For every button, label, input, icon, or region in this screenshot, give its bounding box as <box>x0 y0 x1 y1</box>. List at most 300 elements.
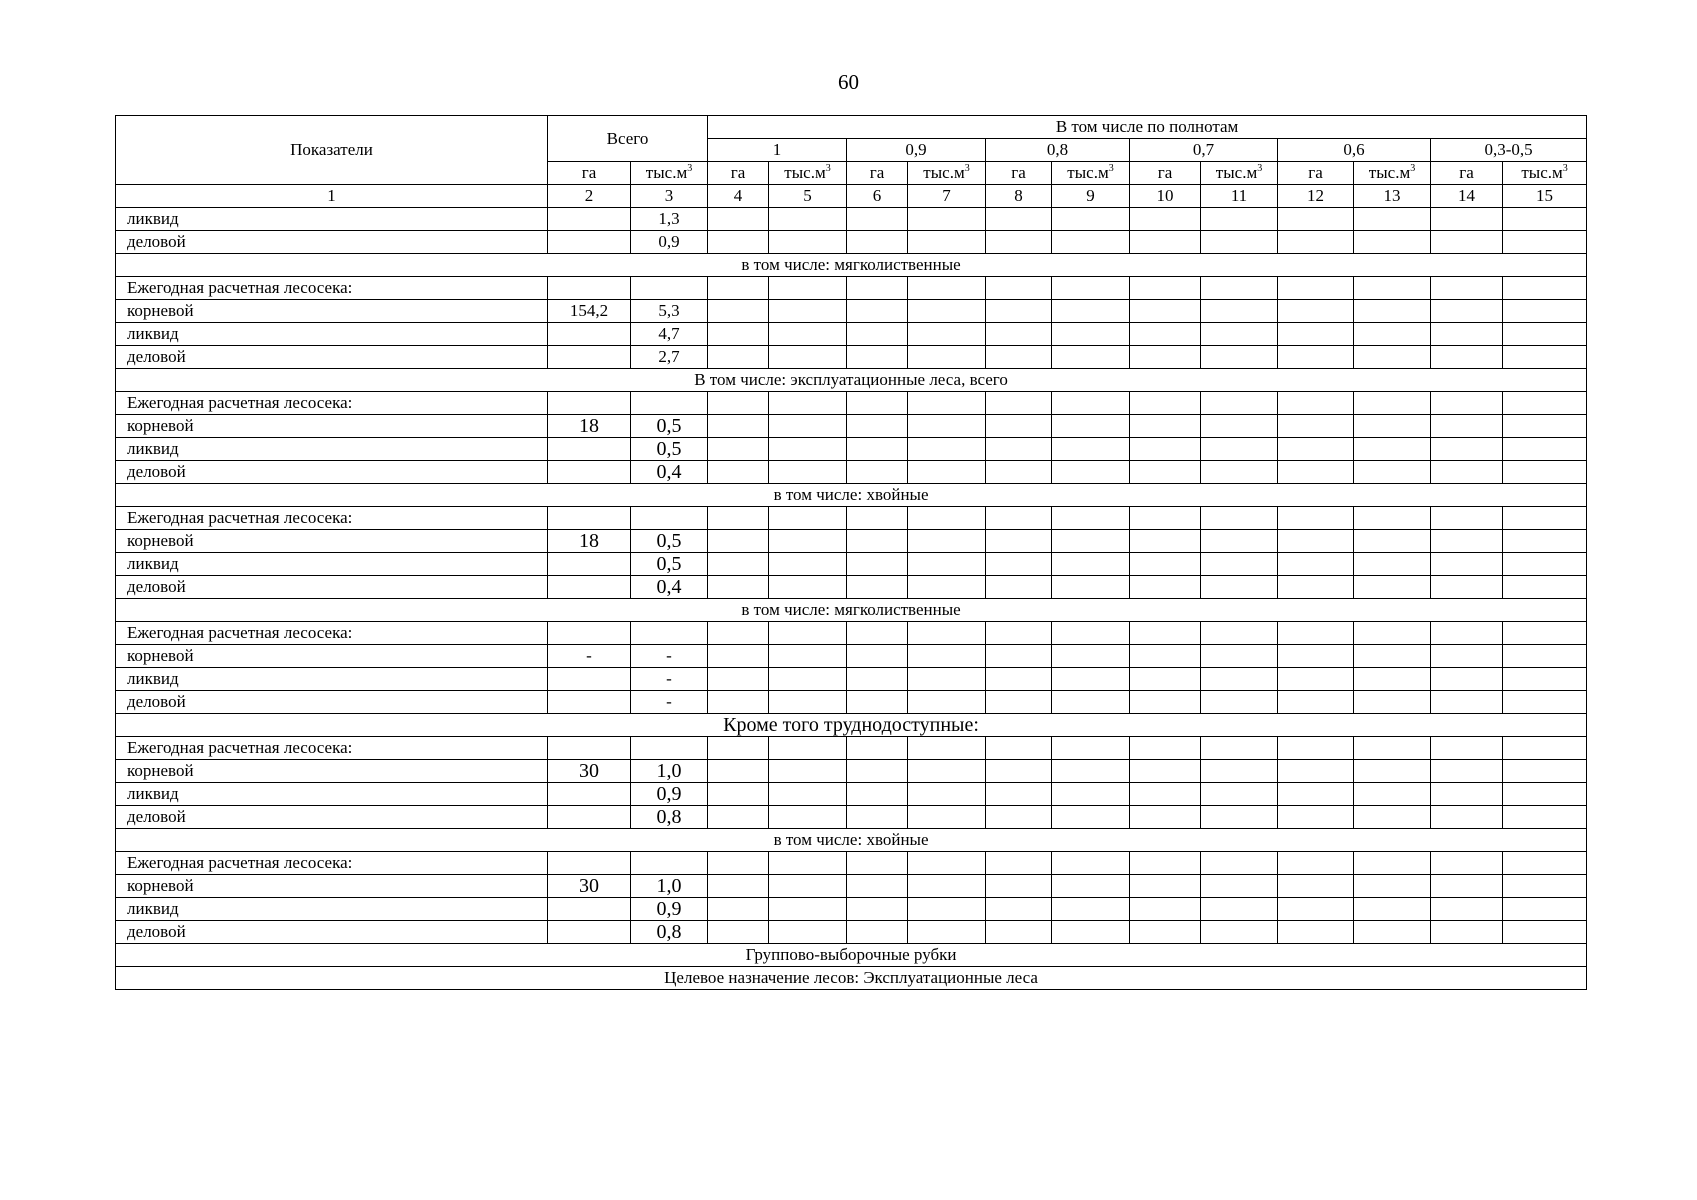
empty-cell <box>1201 415 1278 438</box>
empty-cell <box>1130 852 1201 875</box>
empty-cell <box>908 300 986 323</box>
empty-cell <box>1201 346 1278 369</box>
total-volume-cell: - <box>631 668 708 691</box>
empty-cell <box>1052 392 1130 415</box>
table-row <box>116 576 1587 599</box>
unit-volume-base: тыс.м <box>784 163 826 182</box>
empty-cell <box>908 921 986 944</box>
empty-cell <box>986 346 1052 369</box>
header-column-numbers <box>116 185 1587 208</box>
empty-cell <box>908 783 986 806</box>
row-label: деловой <box>116 921 548 944</box>
empty-cell <box>986 691 1052 714</box>
empty-cell <box>908 852 986 875</box>
empty-cell <box>1278 415 1354 438</box>
empty-cell <box>708 231 769 254</box>
empty-cell <box>1201 783 1278 806</box>
empty-cell <box>1130 507 1201 530</box>
empty-cell <box>1431 300 1503 323</box>
empty-cell <box>1278 737 1354 760</box>
row-label: ликвид <box>116 208 548 231</box>
empty-cell <box>908 576 986 599</box>
empty-cell <box>986 530 1052 553</box>
total-ha-cell <box>548 507 631 530</box>
table-row <box>116 530 1587 553</box>
empty-cell <box>908 760 986 783</box>
total-volume-cell: 4,7 <box>631 323 708 346</box>
empty-cell <box>1503 208 1587 231</box>
table-row <box>116 392 1587 415</box>
row-label: Ежегодная расчетная лесосека: <box>116 392 548 415</box>
empty-cell <box>986 875 1052 898</box>
empty-cell <box>1201 392 1278 415</box>
empty-cell <box>769 760 847 783</box>
total-ha-cell <box>548 921 631 944</box>
empty-cell <box>908 553 986 576</box>
header-column-number: 14 <box>1431 185 1503 208</box>
empty-cell <box>908 668 986 691</box>
empty-cell <box>1052 668 1130 691</box>
empty-cell <box>1052 783 1130 806</box>
table-row <box>116 507 1587 530</box>
empty-cell <box>1278 622 1354 645</box>
empty-cell <box>1354 783 1431 806</box>
header-row-1 <box>116 116 1587 139</box>
empty-cell <box>708 392 769 415</box>
empty-cell <box>1052 346 1130 369</box>
empty-cell <box>1052 208 1130 231</box>
empty-cell <box>1431 668 1503 691</box>
total-ha-cell <box>548 737 631 760</box>
empty-cell <box>1431 898 1503 921</box>
total-volume-cell: 0,9 <box>631 898 708 921</box>
empty-cell <box>1130 530 1201 553</box>
empty-cell <box>708 277 769 300</box>
empty-cell <box>1431 783 1503 806</box>
total-ha-cell: 30 <box>548 875 631 898</box>
empty-cell <box>769 852 847 875</box>
header-by-density: В том числе по полнотам <box>708 116 1587 139</box>
row-label: корневой <box>116 415 548 438</box>
empty-cell <box>769 576 847 599</box>
empty-cell <box>1503 438 1587 461</box>
total-ha-cell: 30 <box>548 760 631 783</box>
row-label: корневой <box>116 760 548 783</box>
empty-cell <box>1354 645 1431 668</box>
empty-cell <box>1130 806 1201 829</box>
empty-cell <box>986 622 1052 645</box>
empty-cell <box>986 438 1052 461</box>
empty-cell <box>769 461 847 484</box>
empty-cell <box>769 438 847 461</box>
empty-cell <box>1431 438 1503 461</box>
empty-cell <box>1130 668 1201 691</box>
empty-cell <box>769 783 847 806</box>
row-label: Ежегодная расчетная лесосека: <box>116 507 548 530</box>
header-unit-volume <box>1354 162 1431 185</box>
empty-cell <box>1431 530 1503 553</box>
empty-cell <box>847 737 908 760</box>
empty-cell <box>1130 875 1201 898</box>
section-title: в том числе: мягколиственные <box>116 599 1587 622</box>
empty-cell <box>1431 691 1503 714</box>
empty-cell <box>1354 875 1431 898</box>
total-ha-cell <box>548 691 631 714</box>
total-volume-cell: 0,8 <box>631 921 708 944</box>
empty-cell <box>986 507 1052 530</box>
total-ha-cell: 18 <box>548 415 631 438</box>
empty-cell <box>769 668 847 691</box>
row-label: корневой <box>116 875 548 898</box>
total-volume-cell: 0,9 <box>631 783 708 806</box>
empty-cell <box>769 415 847 438</box>
header-unit-volume <box>769 162 847 185</box>
empty-cell <box>986 852 1052 875</box>
empty-cell <box>847 921 908 944</box>
empty-cell <box>1278 576 1354 599</box>
section-row <box>116 484 1587 507</box>
empty-cell <box>708 622 769 645</box>
empty-cell <box>1354 461 1431 484</box>
empty-cell <box>1278 553 1354 576</box>
header-density-group: 0,9 <box>847 139 986 162</box>
header-total: Всего <box>548 116 708 162</box>
empty-cell <box>1503 645 1587 668</box>
empty-cell <box>1503 507 1587 530</box>
empty-cell <box>1052 277 1130 300</box>
empty-cell <box>1431 921 1503 944</box>
header-unit-ha: га <box>1130 162 1201 185</box>
empty-cell <box>708 783 769 806</box>
empty-cell <box>847 208 908 231</box>
empty-cell <box>986 323 1052 346</box>
empty-cell <box>1052 415 1130 438</box>
total-volume-cell <box>631 737 708 760</box>
table-row <box>116 783 1587 806</box>
empty-cell <box>1278 461 1354 484</box>
empty-cell <box>1431 852 1503 875</box>
empty-cell <box>1503 875 1587 898</box>
total-ha-cell <box>548 208 631 231</box>
total-volume-cell: 0,9 <box>631 231 708 254</box>
empty-cell <box>908 461 986 484</box>
row-label: деловой <box>116 576 548 599</box>
empty-cell <box>769 300 847 323</box>
empty-cell <box>708 691 769 714</box>
empty-cell <box>1431 576 1503 599</box>
empty-cell <box>1052 691 1130 714</box>
empty-cell <box>1503 760 1587 783</box>
empty-cell <box>1431 760 1503 783</box>
empty-cell <box>1354 530 1431 553</box>
total-ha-cell <box>548 806 631 829</box>
empty-cell <box>847 392 908 415</box>
empty-cell <box>1354 760 1431 783</box>
empty-cell <box>769 737 847 760</box>
empty-cell <box>1354 415 1431 438</box>
empty-cell <box>1354 277 1431 300</box>
section-row <box>116 714 1587 737</box>
table-body <box>116 208 1587 990</box>
empty-cell <box>1354 231 1431 254</box>
total-ha-cell: 18 <box>548 530 631 553</box>
header-column-number: 8 <box>986 185 1052 208</box>
empty-cell <box>908 346 986 369</box>
unit-volume-base: тыс.м <box>1368 163 1411 182</box>
empty-cell <box>769 277 847 300</box>
empty-cell <box>1278 645 1354 668</box>
table-header <box>116 116 1587 208</box>
header-unit-volume <box>1201 162 1278 185</box>
empty-cell <box>1052 622 1130 645</box>
empty-cell <box>1052 645 1130 668</box>
total-volume-cell: 1,3 <box>631 208 708 231</box>
empty-cell <box>769 507 847 530</box>
empty-cell <box>847 852 908 875</box>
unit-volume-exponent: 3 <box>964 163 970 174</box>
total-ha-cell <box>548 461 631 484</box>
empty-cell <box>1503 576 1587 599</box>
empty-cell <box>1431 737 1503 760</box>
empty-cell <box>1503 622 1587 645</box>
empty-cell <box>908 323 986 346</box>
unit-volume-base: тыс.м <box>1215 163 1258 182</box>
empty-cell <box>908 622 986 645</box>
empty-cell <box>1052 806 1130 829</box>
empty-cell <box>1354 553 1431 576</box>
empty-cell <box>908 898 986 921</box>
empty-cell <box>986 806 1052 829</box>
empty-cell <box>1431 806 1503 829</box>
empty-cell <box>1201 645 1278 668</box>
empty-cell <box>1130 346 1201 369</box>
empty-cell <box>986 668 1052 691</box>
empty-cell <box>908 438 986 461</box>
empty-cell <box>1201 576 1278 599</box>
empty-cell <box>1201 875 1278 898</box>
empty-cell <box>1431 461 1503 484</box>
section-title: в том числе: хвойные <box>116 484 1587 507</box>
table-row <box>116 323 1587 346</box>
empty-cell <box>1052 300 1130 323</box>
row-label: деловой <box>116 461 548 484</box>
empty-cell <box>1130 277 1201 300</box>
total-volume-cell: 0,5 <box>631 530 708 553</box>
empty-cell <box>1201 921 1278 944</box>
empty-cell <box>986 231 1052 254</box>
empty-cell <box>1201 806 1278 829</box>
row-label: ликвид <box>116 783 548 806</box>
empty-cell <box>1130 231 1201 254</box>
row-label: корневой <box>116 530 548 553</box>
row-label: деловой <box>116 346 548 369</box>
empty-cell <box>1354 691 1431 714</box>
empty-cell <box>1052 921 1130 944</box>
section-row <box>116 829 1587 852</box>
total-ha-cell <box>548 277 631 300</box>
total-ha-cell <box>548 576 631 599</box>
header-indicators: Показатели <box>116 116 548 185</box>
empty-cell <box>986 277 1052 300</box>
empty-cell <box>1503 530 1587 553</box>
empty-cell <box>1354 806 1431 829</box>
empty-cell <box>1431 415 1503 438</box>
empty-cell <box>708 530 769 553</box>
section-row <box>116 599 1587 622</box>
unit-volume-base: тыс.м <box>923 163 965 182</box>
table-row <box>116 921 1587 944</box>
header-column-number: 5 <box>769 185 847 208</box>
empty-cell <box>1354 392 1431 415</box>
empty-cell <box>769 898 847 921</box>
empty-cell <box>1130 323 1201 346</box>
empty-cell <box>1503 691 1587 714</box>
row-label: ликвид <box>116 323 548 346</box>
empty-cell <box>1354 852 1431 875</box>
empty-cell <box>1052 530 1130 553</box>
total-volume-cell: 0,5 <box>631 415 708 438</box>
empty-cell <box>847 668 908 691</box>
empty-cell <box>1503 277 1587 300</box>
empty-cell <box>1130 553 1201 576</box>
empty-cell <box>1130 737 1201 760</box>
empty-cell <box>1503 852 1587 875</box>
empty-cell <box>769 346 847 369</box>
header-unit-volume <box>1503 162 1587 185</box>
unit-volume-exponent: 3 <box>1562 163 1568 174</box>
empty-cell <box>908 507 986 530</box>
empty-cell <box>708 875 769 898</box>
total-ha-cell: - <box>548 645 631 668</box>
empty-cell <box>847 323 908 346</box>
empty-cell <box>986 645 1052 668</box>
section-title: в том числе: мягколиственные <box>116 254 1587 277</box>
empty-cell <box>847 622 908 645</box>
empty-cell <box>1354 300 1431 323</box>
empty-cell <box>908 415 986 438</box>
header-unit-volume <box>631 162 708 185</box>
page-number: 60 <box>838 70 859 94</box>
empty-cell <box>769 622 847 645</box>
empty-cell <box>708 737 769 760</box>
row-label: ликвид <box>116 668 548 691</box>
table-row <box>116 553 1587 576</box>
table-row <box>116 806 1587 829</box>
empty-cell <box>1354 668 1431 691</box>
total-ha-cell <box>548 438 631 461</box>
header-unit-ha: га <box>847 162 908 185</box>
empty-cell <box>1201 208 1278 231</box>
total-volume-cell: 0,4 <box>631 461 708 484</box>
empty-cell <box>1130 921 1201 944</box>
empty-cell <box>1201 438 1278 461</box>
empty-cell <box>708 898 769 921</box>
total-ha-cell <box>548 898 631 921</box>
header-column-number: 9 <box>1052 185 1130 208</box>
table-row <box>116 737 1587 760</box>
total-volume-cell <box>631 622 708 645</box>
empty-cell <box>1503 806 1587 829</box>
empty-cell <box>847 576 908 599</box>
row-label: Ежегодная расчетная лесосека: <box>116 277 548 300</box>
empty-cell <box>1431 231 1503 254</box>
empty-cell <box>1052 852 1130 875</box>
section-title: В том числе: эксплуатационные леса, всего <box>116 369 1587 392</box>
empty-cell <box>1354 208 1431 231</box>
empty-cell <box>708 921 769 944</box>
empty-cell <box>1503 231 1587 254</box>
empty-cell <box>708 852 769 875</box>
empty-cell <box>1278 875 1354 898</box>
total-volume-cell: 0,5 <box>631 438 708 461</box>
empty-cell <box>908 875 986 898</box>
empty-cell <box>1201 277 1278 300</box>
header-column-number: 1 <box>116 185 548 208</box>
empty-cell <box>708 576 769 599</box>
empty-cell <box>847 438 908 461</box>
total-ha-cell <box>548 668 631 691</box>
row-label: деловой <box>116 806 548 829</box>
header-density-group: 0,3-0,5 <box>1431 139 1587 162</box>
empty-cell <box>1278 507 1354 530</box>
section-title: в том числе: хвойные <box>116 829 1587 852</box>
header-column-number: 7 <box>908 185 986 208</box>
empty-cell <box>1278 921 1354 944</box>
empty-cell <box>1201 622 1278 645</box>
header-unit-ha: га <box>1431 162 1503 185</box>
empty-cell <box>1503 392 1587 415</box>
empty-cell <box>1052 737 1130 760</box>
empty-cell <box>986 300 1052 323</box>
row-label: ликвид <box>116 898 548 921</box>
empty-cell <box>769 645 847 668</box>
header-column-number: 12 <box>1278 185 1354 208</box>
total-volume-cell <box>631 852 708 875</box>
total-volume-cell <box>631 277 708 300</box>
total-ha-cell: 154,2 <box>548 300 631 323</box>
empty-cell <box>847 346 908 369</box>
total-volume-cell: 1,0 <box>631 760 708 783</box>
total-ha-cell <box>548 392 631 415</box>
section-title: Кроме того труднодоступные: <box>116 714 1587 737</box>
table-row <box>116 231 1587 254</box>
total-ha-cell <box>548 323 631 346</box>
total-volume-cell: - <box>631 645 708 668</box>
unit-volume-exponent: 3 <box>1257 163 1263 174</box>
empty-cell <box>986 737 1052 760</box>
empty-cell <box>1431 553 1503 576</box>
row-label: деловой <box>116 691 548 714</box>
empty-cell <box>1503 898 1587 921</box>
empty-cell <box>847 553 908 576</box>
empty-cell <box>1201 507 1278 530</box>
row-label: Ежегодная расчетная лесосека: <box>116 737 548 760</box>
empty-cell <box>1130 645 1201 668</box>
header-density-group: 0,7 <box>1130 139 1278 162</box>
section-title: Целевое назначение лесов: Эксплуатационные леса <box>116 967 1587 990</box>
forest-cutting-table <box>115 115 1587 990</box>
empty-cell <box>847 277 908 300</box>
empty-cell <box>1278 438 1354 461</box>
empty-cell <box>1431 507 1503 530</box>
empty-cell <box>847 507 908 530</box>
empty-cell <box>1278 300 1354 323</box>
empty-cell <box>1354 576 1431 599</box>
total-volume-cell: - <box>631 691 708 714</box>
header-unit-ha: га <box>708 162 769 185</box>
empty-cell <box>708 346 769 369</box>
empty-cell <box>1354 323 1431 346</box>
